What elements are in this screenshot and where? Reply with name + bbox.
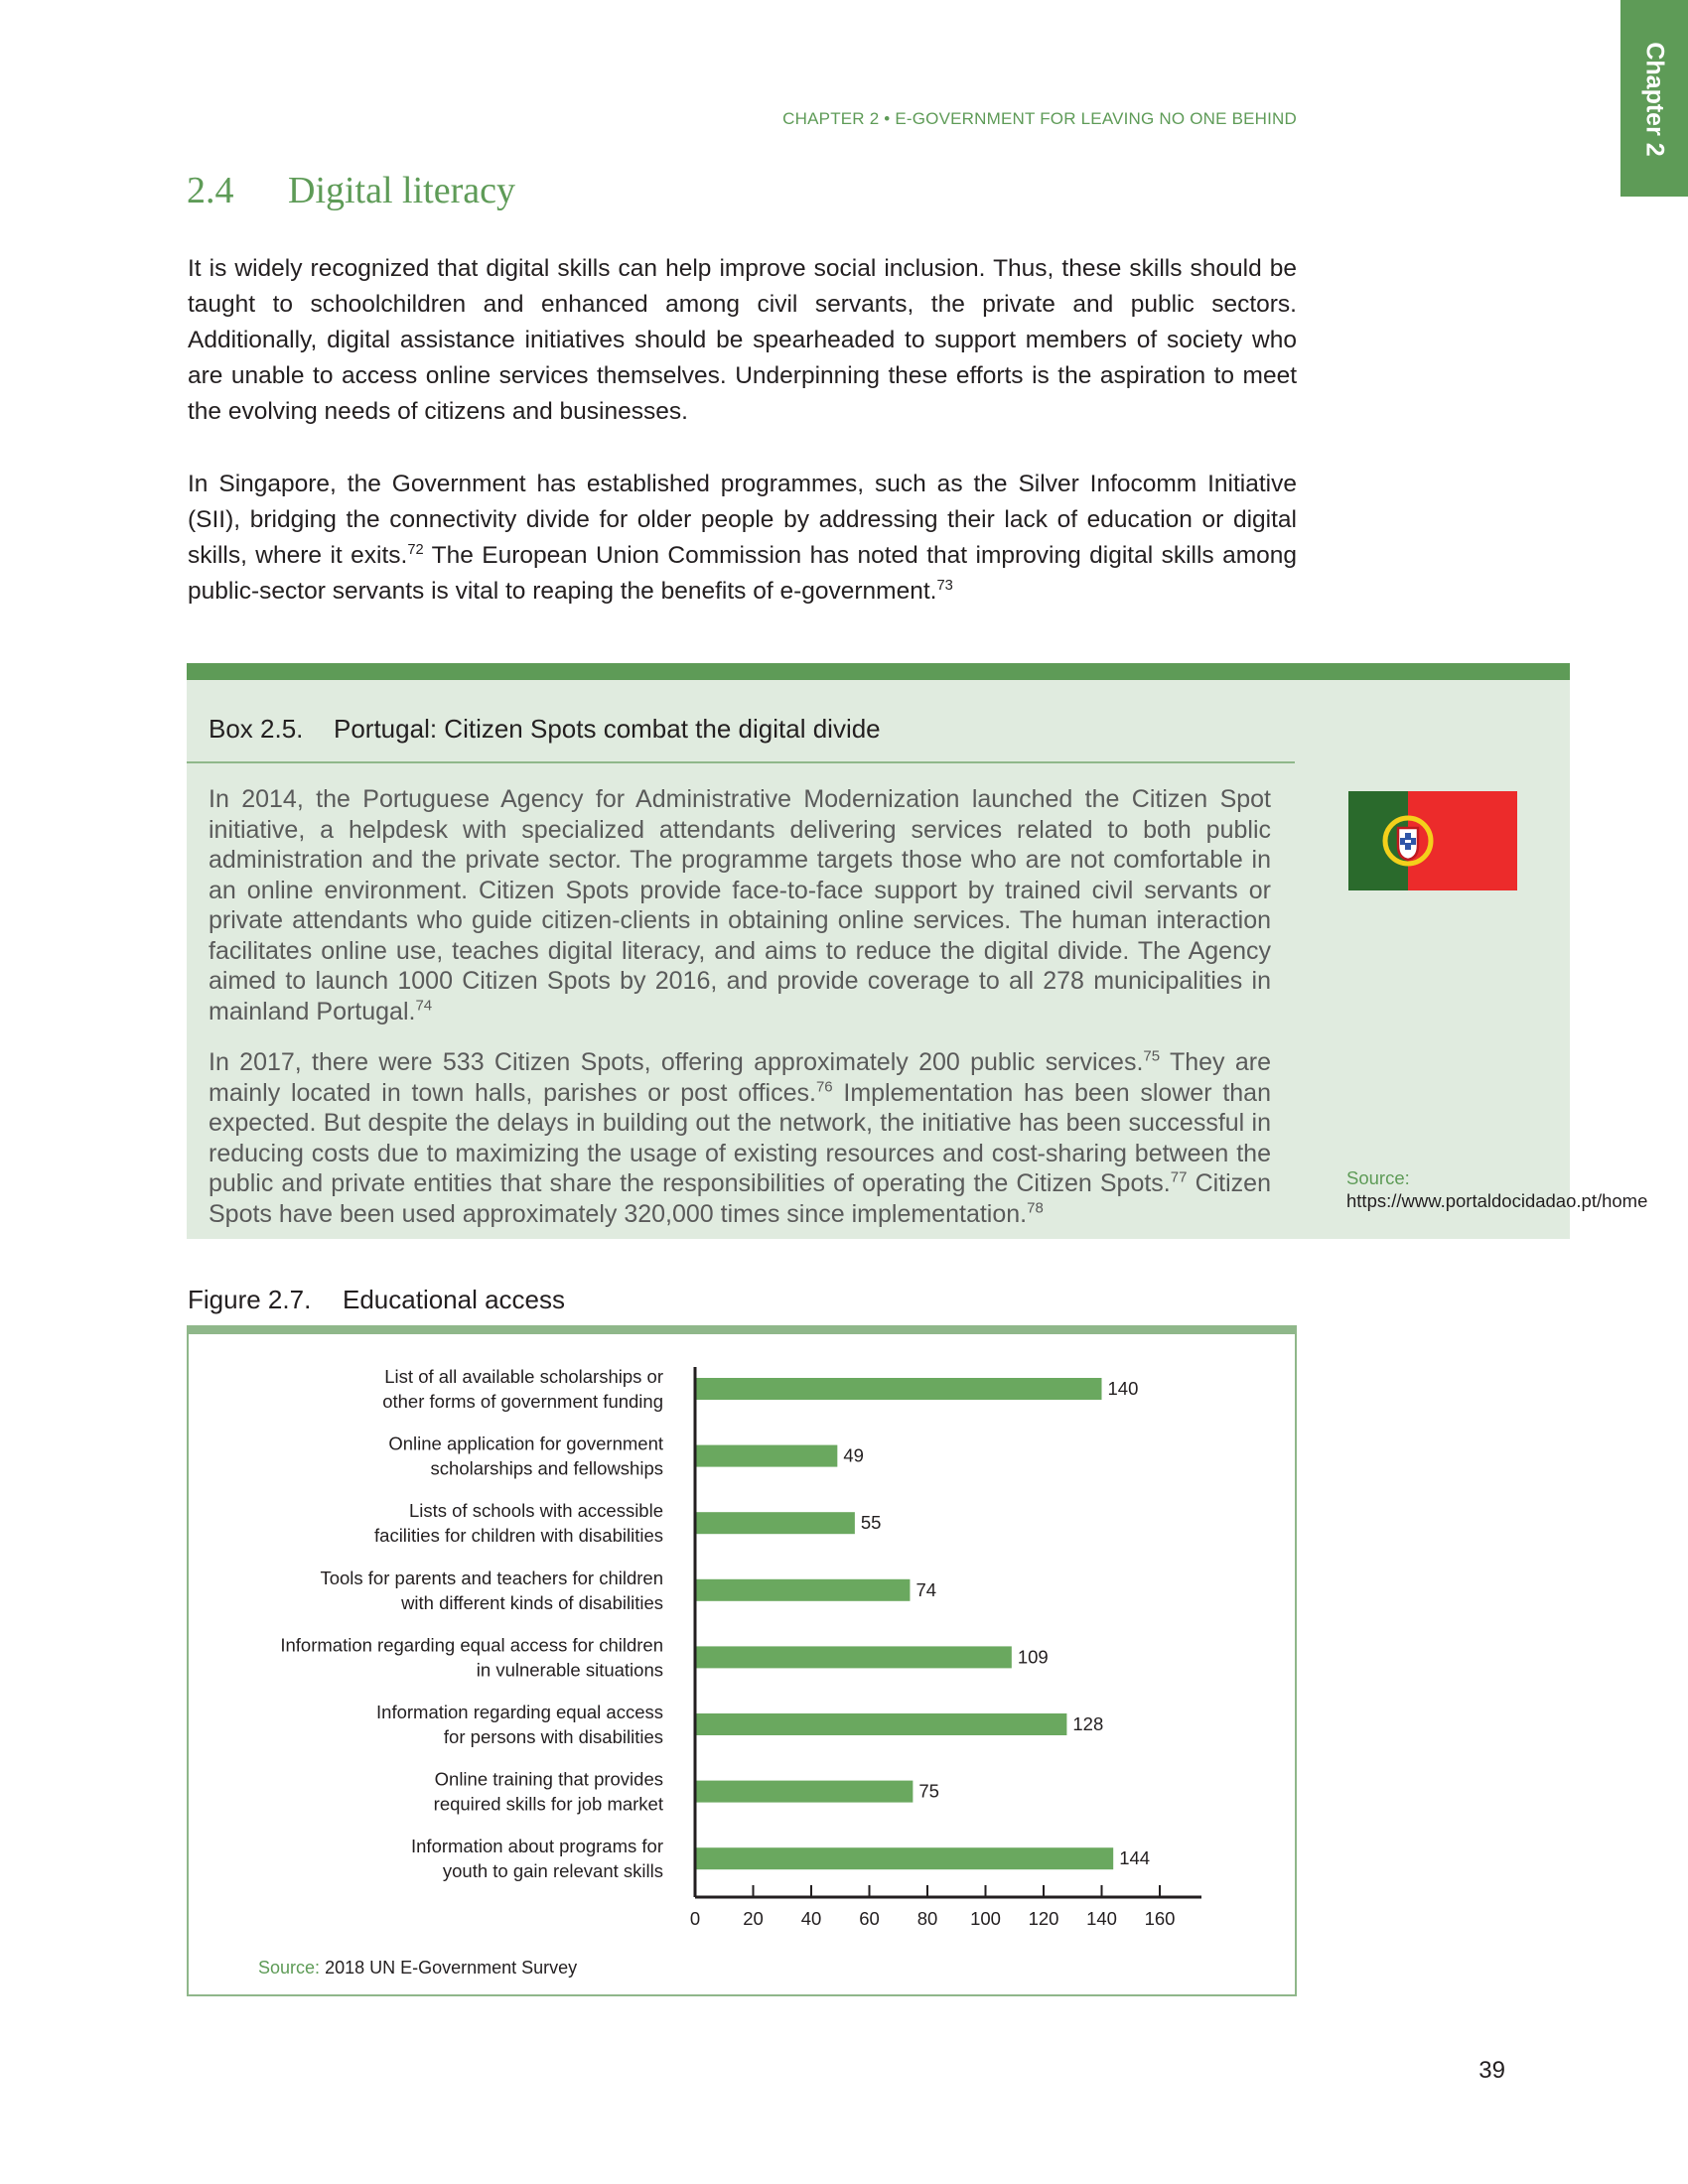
flag-shield-detail [1400, 838, 1405, 845]
chart-data-label: 109 [1017, 1646, 1049, 1668]
figure-source-label: Source: [258, 1958, 321, 1978]
page-number: 39 [1478, 2057, 1505, 2084]
chart-x-tick-label: 0 [689, 1908, 701, 1929]
box-title [209, 714, 881, 745]
figure-frame [187, 1325, 1297, 1996]
chart-bar [695, 1781, 913, 1803]
box-paragraph-2: In 2017, there were 533 Citizen Spots, offering approximately 200 public services.$^{75}$ They are mainly located in town halls, parishes or post offices.$^{76}$ Implementation has been slower than expected. But despite the delays in building out the network, the initiative has been successful in reducing costs due to maximizing the usage of existing resources and cost-sharing between the public and private entities that share the responsibilities of operating the Citizen Spots.$^{77}$ Citizen Spots have been used approximately 320,000 times since implementation.$^{78}$ [209, 1047, 1271, 1228]
running-header: CHAPTER 2 • E-GOVERNMENT FOR LEAVING NO ONE BEHIND [782, 109, 1297, 128]
flag-source-label: Source: [1346, 1167, 1410, 1188]
flag-shield-detail [1405, 843, 1411, 850]
footnote-ref[interactable]: 77 [1170, 1168, 1188, 1186]
footnote-ref[interactable]: 76 [815, 1078, 833, 1096]
footnote-ref[interactable]: 75 [1143, 1047, 1161, 1065]
chart-data-label: 49 [843, 1444, 864, 1466]
chart-x-tick-label: 20 [743, 1908, 764, 1929]
chart-category-label: List of all available scholarships or other forms of government funding [382, 1366, 663, 1412]
section-heading [187, 169, 515, 212]
chart-data-label: 55 [860, 1512, 882, 1534]
figure-label: Figure 2.7. [188, 1285, 312, 1314]
chart-x-tick-label: 60 [859, 1908, 880, 1929]
chapter-tab-label: Chapter 2 [1640, 42, 1669, 157]
flag-red-field [1408, 791, 1517, 890]
footnote-ref[interactable]: 78 [1027, 1199, 1044, 1217]
flag-shield-detail [1411, 838, 1416, 845]
figure-source-text: 2018 UN E-Government Survey [325, 1958, 578, 1978]
chart-category-label: Lists of schools with accessible facilities for children with disabilities [374, 1500, 663, 1547]
chart-bar [695, 1847, 1113, 1869]
chart-x-tick-label: 100 [970, 1908, 1001, 1929]
chart-x-tick-label: 80 [916, 1908, 938, 1929]
chart-category-label: Online application for government scholarships and fellowships [388, 1433, 663, 1479]
box-divider [187, 761, 1295, 763]
chart-x-tick-label: 140 [1086, 1908, 1117, 1929]
box-paragraph-1: In 2014, the Portuguese Agency for Administrative Modernization launched the Citizen Spot initiative, a helpdesk with specialized attendants delivering services related to both public administration and the private sector. The programme targets those who are not comfortable in an online environment. Citizen Spots provide face-to-face support by trained civil servants or private attendants who guide citizen-clients in obtaining online services. The human interaction facilitates online use, teaches digital literacy, and aims to reduce the digital divide. The Agency aimed to launch 1000 Citizen Spots by 2016, and provide coverage to all 278 municipalities in mainland Portugal.$^{74}$ [209, 785, 1271, 1025]
footnote-ref[interactable]: 73 [936, 577, 953, 594]
chart-x-tick-label: 40 [800, 1908, 822, 1929]
chapter-tab [1620, 0, 1688, 197]
footnote-ref[interactable]: 72 [407, 541, 424, 558]
chart-data-label: 74 [915, 1578, 937, 1600]
chart-data-label: 144 [1119, 1847, 1151, 1869]
flag-shield-detail [1405, 833, 1411, 840]
chart-bar [695, 1713, 1066, 1735]
chart-data-label: 140 [1107, 1378, 1139, 1399]
box-title-text: Portugal: Citizen Spots combat the digital divide [334, 714, 881, 744]
flag-image-source [1346, 1166, 1648, 1212]
body-paragraph-1: It is widely recognized that digital skills can help improve social inclusion. Thus, these skills should be taught to schoolchildren and enhanced among civil servants, the private and public sectors. Additionally, digital assistance initiatives should be spearheaded to support members of society who are unable to access online services themselves. Underpinning these efforts is the aspiration to meet the evolving needs of citizens and businesses. [188, 255, 1297, 425]
chart-category-label: Online training that provides required skills for job market [433, 1768, 663, 1815]
chart-bar [695, 1646, 1012, 1668]
chart-x-tick-label: 160 [1144, 1908, 1176, 1929]
chart-bar [695, 1445, 837, 1467]
chart-bar [695, 1579, 910, 1601]
chart-category-label: Information regarding equal access for children in vulnerable situations [280, 1634, 663, 1681]
figure-title [188, 1285, 565, 1315]
chart-x-tick-label: 120 [1028, 1908, 1059, 1929]
footnote-ref[interactable]: 74 [415, 997, 433, 1015]
bar-chart [189, 1334, 1295, 1996]
chart-category-label: Tools for parents and teachers for children with different kinds of disabilities [320, 1567, 663, 1613]
chart-category-label: Information about programs for youth to gain relevant skills [411, 1836, 663, 1882]
figure-source [258, 1958, 577, 1979]
chart-category-label: Information regarding equal access for persons with disabilities [376, 1702, 663, 1747]
flag-source-url[interactable]: https://www.portaldocidadao.pt/home [1346, 1190, 1648, 1211]
section-number: 2.4 [187, 170, 234, 211]
body-paragraph-2: In Singapore, the Government has established programmes, such as the Silver Infocomm Initiative (SII), bridging the connectivity divide for older people by addressing their lack of education or digital skills, where it exits.$^{72}$ The European Union Commission has noted that improving digital skills among public-sector servants is vital to reaping the benefits of e-government.$^{73}$ [188, 471, 1297, 605]
chart-bar [695, 1512, 855, 1534]
case-study-box [187, 663, 1648, 1239]
figure-title-text: Educational access [343, 1285, 566, 1314]
chart-data-label: 128 [1072, 1713, 1104, 1734]
chart-data-label: 75 [918, 1780, 939, 1802]
portugal-flag-image [1348, 791, 1517, 890]
box-label: Box 2.5. [209, 714, 304, 744]
section-title: Digital literacy [288, 170, 515, 211]
chart-bar [695, 1378, 1102, 1400]
